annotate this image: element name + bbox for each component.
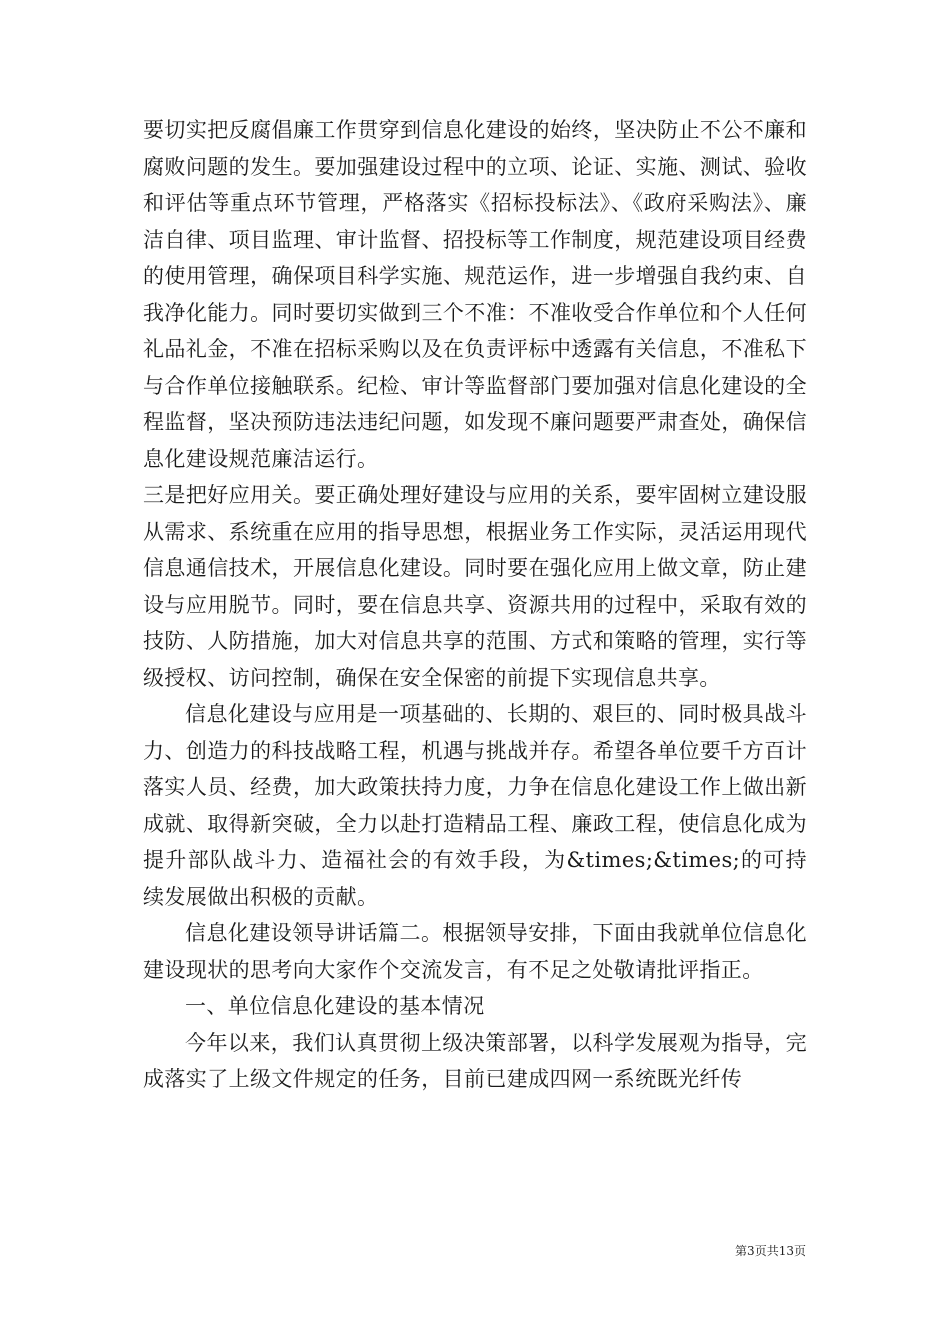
section-heading: 一、单位信息化建设的基本情况 (185, 994, 485, 1018)
footer-suffix: 页 (793, 1244, 806, 1258)
paragraph-speech-two-intro: 信息化建设领导讲话篇二。根据领导安排，下面由我就单位信息化建设现状的思考向大家作个交流发言，有不足之处敬请批评指正。 (143, 921, 807, 982)
footer-total-pages: 13 (778, 1244, 794, 1258)
paragraph-application: 三是把好应用关。要正确处理好建设与应用的关系，要牢固树立建设服从需求、系统重在应用的指导思想，根据业务工作实际，灵活运用现代信息通信技术，开展信息化建设。同时要在强化应用上做文章，防止建设与应用脱节。同时，要在信息共享、资源共用的过程中，采取有效的技防、人防措施，加大对信息共享的范围、方式和策略的管理，实行等级授权、访问控制，确保在安全保密的前提下实现信息共享。 (143, 483, 807, 690)
page-footer (0, 1243, 806, 1259)
paragraph-conclusion: 信息化建设与应用是一项基础的、长期的、艰巨的、同时极具战斗力、创造力的科技战略工程，机遇与挑战并存。希望各单位要千方百计落实人员、经费，加大政策扶持力度，力争在信息化建设工作上做出新成就、取得新突破，全力以赴打造精品工程、廉政工程，使信息化成为提升部队战斗力、造福社会的有效手段，为&times;&times;的可持续发展做出积极的贡献。 (143, 702, 807, 909)
footer-prefix: 第 (735, 1244, 748, 1258)
paragraph-anti-corruption: 要切实把反腐倡廉工作贯穿到信息化建设的始终，坚决防止不公不廉和腐败问题的发生。要加强建设过程中的立项、论证、实施、测试、验收和评估等重点环节管理，严格落实《招标投标法》、《政府采购法》、廉洁自律、项目监理、审计监督、招投标等工作制度，规范建设项目经费的使用管理，确保项目科学实施、规范运作，进一步增强自我约束、自我净化能力。同时要切实做到三个不准：不准收受合作单位和个人任何礼品礼金，不准在招标采购以及在负责评标中透露有关信息，不准私下与合作单位接触联系。纪检、审计等监督部门要加强对信息化建设的全程监督，坚决预防违法违纪问题，如发现不廉问题要严肃查处，确保信息化建设规范廉洁运行。 (143, 118, 807, 471)
footer-current-page: 3 (747, 1244, 755, 1258)
footer-middle: 页共 (754, 1244, 779, 1258)
document-body (143, 112, 807, 1098)
paragraph-basic-situation: 今年以来，我们认真贯彻上级决策部署，以科学发展观为指导，完成落实了上级文件规定的任务，目前已建成四网一系统既光纤传 (143, 1030, 807, 1091)
